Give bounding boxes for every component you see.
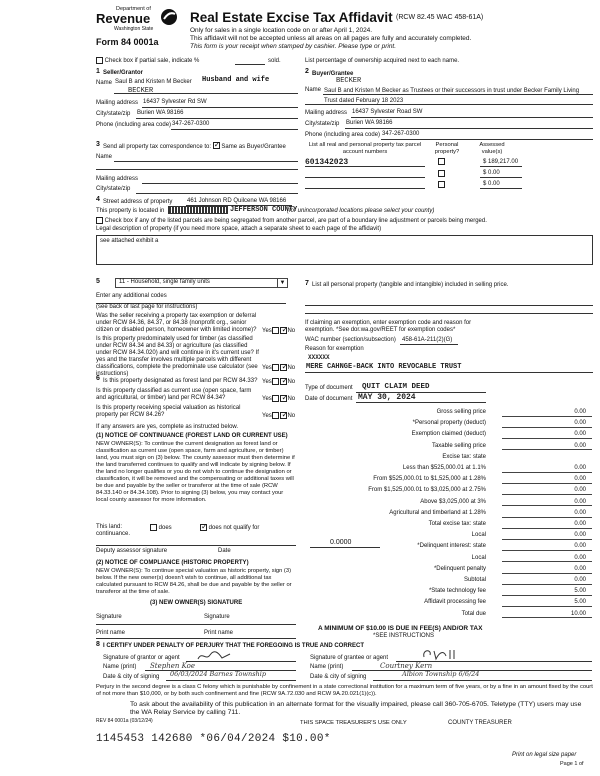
segregated-checkbox[interactable] [96, 217, 103, 224]
parcel-number-1[interactable]: 601342023 [305, 158, 349, 167]
header-note-3: This form is your receipt when stamped by cashier. Please type or print. [190, 43, 397, 50]
section-2-number: 2 [305, 68, 309, 75]
buyer-name-value[interactable]: Saul B and Kristen M Becker as Trustees or their successors in trust under Becker Family Living Trust dated February 18 2023 [324, 88, 580, 104]
seller-name-label: Name [96, 80, 113, 86]
notice-continuance-title: (1) NOTICE OF CONTINUANCE (FOREST LAND OR CURRENT USE) [96, 433, 288, 439]
historic-yes-label: Yes [262, 413, 272, 420]
tax-row-label: From $1,525,000.01 to $3,025,000 at 2.75% [368, 487, 486, 494]
buyer-phone-label: Phone (including area code) [305, 132, 381, 138]
corr-mailing-label: Mailing address [96, 176, 139, 182]
this-land-label: This land: [96, 524, 123, 530]
timber-yes-checkbox[interactable] [272, 364, 279, 371]
owner-signature-label-2: Signature [204, 614, 230, 620]
tax-row [305, 510, 592, 520]
personal-property-label: List all personal property (tangible and intangible) included in selling price. [312, 282, 509, 288]
located-crossout [168, 206, 228, 214]
exemption-yes-label: Yes [262, 328, 272, 335]
buyer-mailing-label: Mailing address [305, 110, 348, 116]
buyer-city-value[interactable]: Burien WA 98166 [346, 120, 393, 126]
located-label: This property is located in [96, 208, 165, 214]
partial-sold-label: sold. [268, 58, 281, 64]
forest-question: Is this property designated as forest land per RCW 84.33? [103, 378, 258, 384]
forest-yes-no [262, 378, 295, 386]
forest-no-checkbox[interactable]: ✓ [281, 376, 289, 385]
doc-date-value[interactable]: MAY 30, 2024 [358, 393, 416, 402]
current-use-yes-checkbox[interactable] [272, 395, 279, 402]
parcel-assessed-3[interactable]: $ 0.00 [483, 181, 500, 187]
dor-brand: Revenue [96, 11, 151, 26]
tax-row-label: Taxable selling price [431, 442, 486, 449]
seller-mailing-value[interactable]: 16437 Sylvester Rd SW [143, 99, 207, 105]
partial-sale-label: Check box if partial sale, indicate % [104, 58, 200, 65]
exemption-question: Was the seller receiving a property tax exemption or deferral under RCW 84.36, 84.37, or 84.38 (nonprofit org., senior citizen or disabled person, homeowner with limited income)? [96, 313, 257, 333]
parcel-personal-checkbox-2[interactable] [438, 170, 445, 177]
tax-row-label: *State technology fee [428, 588, 486, 595]
seller-phone-value[interactable]: 347-267-0300 [172, 121, 210, 127]
does-not-label: does not qualify for [208, 525, 260, 532]
exemption-yes-checkbox[interactable] [272, 327, 279, 334]
tax-row [305, 420, 592, 430]
parcel-header-numbers: List all real and personal property tax parcel account numbers [308, 142, 422, 155]
historic-yes-checkbox[interactable] [272, 412, 279, 419]
grantor-date-value[interactable]: 06/03/2024 Barnes Township [170, 670, 266, 678]
tax-row-label: *Delinquent interest: state [417, 543, 486, 550]
additional-codes-label: Enter any additional codes [96, 293, 167, 299]
section-1-number: 1 [96, 68, 100, 75]
tax-row-value[interactable]: 0.00 [502, 476, 592, 484]
legal-description-box[interactable] [96, 235, 593, 265]
owner-print-label-2: Print name [204, 630, 234, 636]
tax-row-label: Excise tax: state [442, 453, 486, 460]
receipt-stamp: 1145453 142680 *06/04/2024 $10.00* [96, 733, 331, 745]
seller-mailing-label: Mailing address [96, 100, 139, 106]
parcel-assessed-1[interactable]: $ 189,217.00 [483, 159, 519, 165]
tax-row-label: *Personal property (deduct) [412, 420, 486, 427]
tax-row [305, 555, 592, 565]
tax-row-value[interactable]: 0.00 [502, 443, 592, 451]
tax-row-label: From $525,000.01 to $1,525,000 at 1.28% [373, 476, 486, 483]
parcel-personal-checkbox-3[interactable] [438, 181, 445, 188]
dor-logo [96, 6, 178, 50]
tax-row-label: Total due [461, 610, 486, 617]
wac-value[interactable]: 458-61A-211(2)(G) [402, 337, 453, 343]
parcel-header-assessed: Assessed value(s) [479, 142, 505, 155]
land-use-select[interactable] [115, 278, 288, 288]
does-not-row [200, 524, 259, 532]
tax-row-value[interactable]: 5.00 [502, 588, 592, 596]
partial-sale-checkbox[interactable] [96, 57, 103, 64]
timber-yes-label: Yes [262, 365, 272, 372]
tax-row-value[interactable]: 10.00 [502, 611, 592, 619]
exemption-no-label: No [287, 328, 296, 335]
tax-row-value[interactable]: 0.00 [502, 431, 592, 439]
dor-logo-swoosh-icon [160, 8, 178, 26]
tax-row-value[interactable]: 0.00 [502, 465, 592, 473]
perjury-notice: Perjury in the second degree is a class C felony which is punishable by confinement in a state correctional institution for a maximum term of five years, or by a fine in an amount fixed by the court of not more than $10,000, or by both such confinement and fine (RCW 9A.72.030 and RCW 9A.20.021(1)(c)). [96, 684, 593, 697]
wac-label: WAC number (section/subsection) [305, 337, 396, 343]
tax-row-value[interactable]: 0.00 [502, 409, 592, 417]
buyer-name-typed: BECKER [336, 77, 362, 85]
historic-no-label: No [287, 413, 296, 420]
tax-row-value[interactable]: 0.00 [502, 555, 592, 563]
tax-row-value[interactable]: 0.00 [502, 532, 592, 540]
page-number: Page 1 of [560, 761, 584, 767]
reason-value[interactable]: MERE CAHNGE-BACK INTO REVOCABLE TRUST [306, 363, 462, 371]
buyer-mailing-value[interactable]: 16437 Sylvester Road SW [352, 109, 423, 115]
current-use-yes-label: Yes [262, 396, 272, 403]
tax-row [305, 499, 592, 509]
correspondence-label [103, 140, 286, 151]
tax-row [305, 487, 592, 497]
yes-instructions: If any answers are yes, complete as instructed below. [96, 424, 239, 430]
additional-codes-sub: (see back of last page for instructions) [96, 304, 198, 310]
parcel-assessed-2[interactable]: $ 0.00 [483, 170, 500, 176]
new-owner-signature-title: (3) NEW OWNER(S) SIGNATURE [150, 600, 243, 606]
dor-state: Washington State [114, 26, 154, 32]
forest-yes-label: Yes [262, 379, 272, 386]
deputy-signature-label: Deputy assessor signature [96, 548, 168, 554]
tax-row-label: Subtotal [463, 577, 486, 583]
dor-dept-line: Department of [116, 6, 151, 12]
section-4-number: 4 [96, 196, 100, 203]
legal-description-value: see attached exhibit a [100, 238, 159, 244]
exemption-yes-no [262, 327, 295, 335]
tax-row-label: Agricultural and timberland at 1.28% [389, 509, 486, 516]
tax-row [305, 521, 592, 531]
tax-row [305, 588, 592, 598]
tax-row [305, 431, 592, 441]
correspondence-text: Send all property tax correspondence to: [103, 144, 212, 151]
seller-name-typed: BECKER [128, 87, 154, 95]
notice-compliance-title: (2) NOTICE OF COMPLIANCE (HISTORIC PROPERTY) [96, 560, 249, 566]
current-use-no-label: No [287, 396, 296, 403]
parcel-header-personal: Personal property? [434, 142, 460, 155]
timber-no-checkbox[interactable]: ✓ [281, 362, 289, 371]
does-row [150, 524, 172, 532]
grantor-date-label: Date & city of signing [103, 674, 160, 680]
timber-yes-no [262, 364, 295, 372]
partial-sale-row [96, 57, 199, 65]
form-title-ref: (RCW 82.45 WAC 458-61A) [396, 14, 484, 21]
tax-row [305, 443, 592, 453]
continuance-label: continuance. [96, 531, 131, 537]
same-as-buyer-label: Same as Buyer/Grantee [221, 144, 286, 151]
minimum-due-note: A MINIMUM OF $10.00 IS DUE IN FEE(S) AND/OR TAX [318, 625, 483, 632]
tax-row-value[interactable]: 0.00 [502, 566, 592, 574]
historic-no-checkbox[interactable]: ✓ [281, 410, 289, 419]
grantor-print-label: Name (print) [103, 664, 137, 670]
seller-city-label: City/state/zip [96, 111, 131, 117]
does-not-checkbox[interactable]: ✓ [201, 522, 208, 531]
owner-signature-label-1: Signature [96, 614, 122, 620]
historic-yes-no [262, 412, 295, 420]
grantor-print-value[interactable]: Stephen Koe [150, 662, 196, 670]
tax-row [305, 409, 592, 419]
seller-phone-label: Phone (including area code) [96, 122, 172, 128]
unincorporated-note: (for unincorporated locations please select your county) [287, 208, 435, 214]
grantee-signature-label: Signature of grantee or agent [310, 655, 389, 661]
segregated-label: Check box if any of the listed parcels are being segregated from another parcel, are part of a boundary line adjustment or parcels being merged. [104, 218, 487, 225]
corr-city-label: City/state/zip [96, 186, 131, 192]
street-value[interactable]: 461 Johnson RD Quilcene WA 98166 [187, 198, 287, 204]
forest-yes-checkbox[interactable] [272, 378, 279, 385]
header-note-2: This affidavit will not be accepted unless all areas on all pages are fully and accurately completed. [190, 35, 472, 42]
tax-row-value[interactable]: 0.00 [502, 521, 592, 529]
land-use-value: 11 - Household, single family units [119, 279, 210, 285]
tax-row-label: Local [471, 554, 486, 561]
historic-question: Is this property receiving special valuation as historical property per RCW 84.26? [96, 405, 241, 418]
grantor-signature-label: Signature of grantor or agent [103, 655, 180, 661]
parcel-personal-checkbox-1[interactable] [438, 158, 445, 165]
section-5-number: 5 [96, 278, 100, 285]
located-county-value[interactable]: JEFFERSON COUNTY [230, 206, 298, 214]
treasurer-use-label: THIS SPACE TREASURER'S USE ONLY [300, 720, 407, 726]
grantee-date-label: Date & city of signing [310, 674, 367, 680]
tax-row-label: Gross selling price [436, 409, 486, 415]
section-6-number: 6 [96, 375, 100, 382]
revision-number: REV 84 0001a (03/12/24) [96, 718, 153, 724]
tax-row [305, 566, 592, 576]
notice-continuance-body: NEW OWNER(S): To continue the current designation as forest land or classification as current use (open space, farm and agriculture, or timber) land, you must sign on (3) below. The county assessor must then determine if the land transferred continues to qualify and will indicate by signing below. If the land no longer qualifies or you do not wish to continue the designation or classification, it will be removed and the compensating or additional taxes will be due and payable by the seller or transferor at the time of sale (RCW 84.33.140 or 84.34.108). Prior to signing (3) below, you may contact your local county assessor for more information. [96, 441, 295, 503]
exemption-no-checkbox[interactable]: ✓ [281, 325, 289, 334]
tax-row-value[interactable]: 0.00 [502, 487, 592, 495]
does-checkbox[interactable] [150, 524, 157, 531]
current-use-yes-no [262, 395, 295, 403]
grantee-signature-image [420, 647, 464, 661]
form-number: Form 84 0001a [96, 37, 159, 47]
tax-row [305, 611, 592, 621]
tax-row-label: Local [471, 532, 486, 539]
buyer-city-label: City/state/zip [305, 121, 340, 127]
grantee-print-value[interactable]: Courtney Kern [380, 662, 433, 670]
forest-no-label: No [287, 379, 296, 386]
legal-size-note: Print on legal size paper [512, 752, 577, 758]
section-7-number: 7 [305, 280, 309, 287]
tax-row [305, 454, 592, 464]
doc-type-label: Type of document [305, 385, 353, 391]
tax-row-label: Total excise tax: state [428, 521, 486, 527]
exemption-claim-label: If claiming an exemption, enter exemption code and reason for exemption. *See dor.wa.gov/REET for exemption codes* [305, 320, 472, 333]
doc-date-label: Date of document [305, 396, 353, 402]
chevron-down-icon: ▼ [277, 279, 287, 287]
seller-name-value[interactable]: Saul B and Kristen M Becker [115, 79, 192, 85]
tax-row-value[interactable]: 0.00 [502, 577, 592, 585]
tax-row [305, 476, 592, 486]
county-treasurer-label: COUNTY TREASURER [448, 720, 512, 726]
corr-name-label: Name [96, 154, 113, 160]
buyer-heading: Buyer/Grantee [312, 71, 354, 77]
tax-row-label: *Delinquent penalty [433, 565, 486, 572]
reason-label: Reason for exemption [305, 346, 364, 352]
section-8-number: 8 [96, 641, 100, 648]
doc-type-value[interactable]: QUIT CLAIM DEED [362, 383, 430, 391]
street-label: Street address of property [103, 199, 173, 205]
ownership-label: List percentage of ownership acquired next to each name. [305, 58, 460, 64]
tax-row-value[interactable]: 0.00 [502, 420, 592, 428]
timber-no-label: No [287, 365, 296, 372]
tax-row-label: Less than $525,000.01 at 1.1% [402, 465, 486, 471]
seller-heading: Seller/Grantor [103, 70, 144, 76]
legal-label: Legal description of property (if you need more space, attach a separate sheet to each page of the affidavit) [96, 226, 382, 232]
tax-row-value[interactable]: 5.00 [502, 599, 592, 607]
header-note-1: Only for sales in a single location code on or after April 1, 2024. [190, 27, 373, 34]
tax-row-label: Above $3,025,000 at 3% [420, 498, 486, 505]
tax-row [305, 465, 592, 475]
tax-row-label: Affidavit processing fee [424, 599, 486, 606]
same-as-buyer-checkbox[interactable]: ✓ [213, 140, 221, 149]
deputy-date-label: Date [218, 548, 231, 554]
timber-question: Is this property predominately used for timber (as classified under RCW 84.34 and 84.33) or agriculture (as classified under RCW 84.34.020) and will continue in it's current use? If yes and the transfer involves multiple parcels with different classifications, complete the predominate use calculator (see instructions) [96, 336, 259, 377]
buyer-phone-value[interactable]: 347-267-0300 [382, 131, 420, 137]
grantee-print-label: Name (print) [310, 664, 344, 670]
form-title: Real Estate Excise Tax Affidavit [190, 10, 393, 25]
owner-print-label-1: Print name [96, 630, 126, 636]
tax-row-label: Exemption claimed (deduct) [411, 431, 486, 438]
notice-compliance-body: NEW OWNER(S): To continue special valuation as historic property, sign (3) below. If the new owner(s) doesn't wish to continue, all additional tax calculated pursuant to RCW 84.26, shall be due and payable by the seller or transferor at the time of sale. [96, 568, 292, 595]
see-instructions-note: *SEE INSTRUCTIONS [373, 633, 435, 639]
segregated-row [96, 217, 592, 225]
buyer-name-label: Name [305, 87, 322, 93]
tax-row-value[interactable]: 0.00 [502, 543, 592, 551]
does-label: does [158, 525, 172, 532]
seller-city-value[interactable]: Burien WA 98166 [137, 110, 184, 116]
alt-format-notice: To ask about the availability of this publication in an alternate format for the visually impaired, please call 360-705-6705. Teletype (TTY) users may use the WA Relay Service by calling 711. [130, 701, 582, 716]
current-use-no-checkbox[interactable]: ✓ [281, 393, 289, 402]
current-use-question: Is this property classified as current use (open space, farm and agricultural, or timber) land per RCW 84.34? [96, 388, 252, 401]
section-3-number: 3 [96, 141, 100, 148]
seller-name-handwritten: Husband and wife [202, 76, 270, 84]
tax-row-value[interactable]: 0.00 [502, 510, 592, 518]
tax-row-value[interactable]: 0.00 [502, 499, 592, 507]
tax-row [305, 577, 592, 587]
certify-statement: I CERTIFY UNDER PENALTY OF PERJURY THAT THE FOREGOING IS TRUE AND CORRECT [103, 643, 365, 649]
local-rate[interactable]: 0.0000 [330, 539, 352, 546]
tax-row [305, 599, 592, 609]
reason-strike: XXXXXX [308, 354, 330, 361]
grantee-date-value[interactable]: Albion Township 6/6/24 [402, 670, 480, 678]
